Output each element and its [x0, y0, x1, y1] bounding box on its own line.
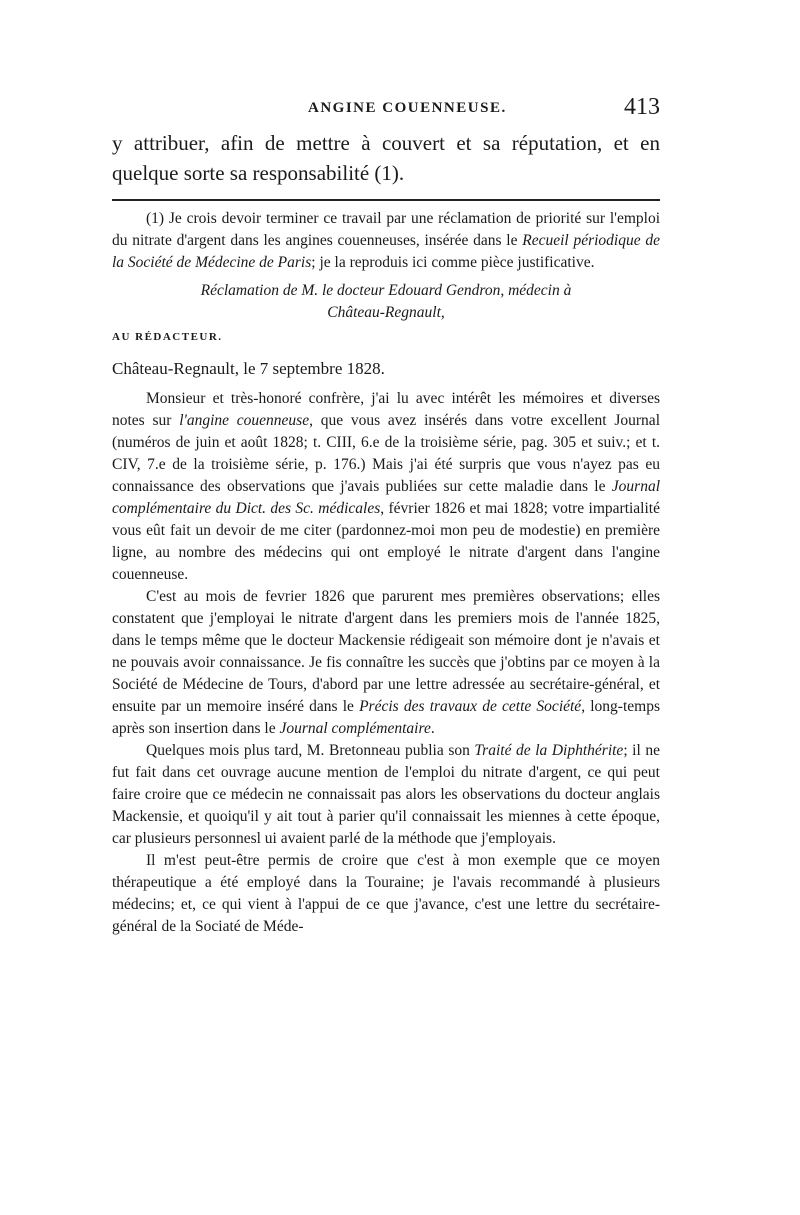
p2-text-b: , long-temps après son insertion dans le [112, 698, 660, 737]
letter-subheading: AU RÉDACTEUR. [112, 331, 223, 343]
footnote-intro-text-a: (1) Je crois devoir terminer ce travail par une réclamation de priorité sur l'emploi du nitrate d'argent dans les angines couenneuses, insérée dans le [112, 210, 660, 249]
letter-heading-line1: Réclamation de M. le docteur Edouard Gendron, médecin à [200, 282, 572, 299]
p1-text-b: , que vous avez insérés dans votre excellent Journal (numéros de juin et août 1828; t. CIII, 6.e de la troisième série, pag. 305 et suiv.; et t. CIV, 7.e de la troisième série, p. 176.) Mais j'ai été surpris que vous n'ayez pas eu connaissance des observations que j'avais publiées sur cette maladie dans le [112, 412, 660, 495]
footnote-intro-journal: Recueil périodique de la Société de Médecine de Paris [112, 232, 660, 271]
p2-italic-2: Journal complémentaire [279, 720, 431, 737]
letter-heading [112, 280, 660, 324]
footnote-intro [112, 208, 660, 274]
p2-text-a: C'est au mois de fevrier 1826 que parurent mes premières observations; elles constatent que j'employai le nitrate d'argent dans les premiers mois de l'année 1825, dans le temps même que le docteur Mackensie rédigeait son mémoire dont je n'avais et ne pouvais avoir connaissance. Je fis connaître les succès que j'obtins par ce moyen à la Société de Médecine de Tours, d'abord par une lettre adressée au secrétaire-général, et ensuite par un memoire inséré dans le [112, 588, 660, 715]
main-text: y attribuer, afin de mettre à couvert et sa réputation, et en quelque sorte sa responsabilité (1). [112, 131, 660, 185]
p3-text-a: Quelques mois plus tard, M. Bretonneau publia son [146, 742, 475, 759]
p3-italic-1: Traité de la Diphthérite [474, 742, 624, 759]
p2-text-c: . [430, 720, 435, 737]
p1-italic-1: l'angine couenneuse [179, 412, 310, 429]
letter-paragraph-1 [112, 388, 660, 586]
footnote [112, 208, 660, 938]
letter-paragraph-2 [112, 586, 660, 740]
p1-text-c: , février 1826 et mai 1828; votre impartialité vous eût fait un devoir de me citer (pardonnez-moi mon peu de modestie) en première ligne, au nombre des médecins qui ont employé le nitrate d'argent dans l'angine couenneuse. [112, 500, 660, 583]
p1-text-a: Monsieur et très-honoré confrère, j'ai lu avec intérêt les mémoires et diverses notes sur [112, 390, 660, 429]
p3-text-b: ; il ne fut fait dans cet ouvrage aucune mention de l'emploi du nitrate d'argent, ce qui peut faire croire que ce médecin ne connaissait pas alors les observations du docteur anglais Mackensie, et quoiqu'il y ait tout à parier qu'il connaissait les miennes à cette époque, car plusieurs personnesl ui avaient parlé de la méthode que j'employais. [112, 742, 660, 847]
running-title: ANGINE COUENNEUSE. [308, 100, 507, 116]
letter-heading-line2: Château-Regnault, [327, 304, 445, 321]
letter-paragraph-3 [112, 740, 660, 850]
letter-paragraph-4: Il m'est peut-être permis de croire que c'est à mon exemple que ce moyen thérapeutique a été employé dans la Touraine; je l'avais recommandé à plusieurs médecins; et, ce qui vient à l'appui de ce que j'avance, c'est une lettre du secrétaire-général de la Sociaté de Méde- [112, 852, 660, 935]
letter-dateline: Château-Regnault, le 7 septembre 1828. [112, 359, 385, 378]
p1-italic-2: Journal complémentaire du Dict. des Sc. médicales [112, 478, 660, 517]
footnote-intro-text-b: ; je la reproduis ici comme pièce justificative. [311, 254, 595, 271]
p2-italic-1: Précis des travaux de cette Société [359, 698, 582, 715]
page-number: 413 [624, 94, 660, 120]
footnote-rule [112, 199, 660, 201]
